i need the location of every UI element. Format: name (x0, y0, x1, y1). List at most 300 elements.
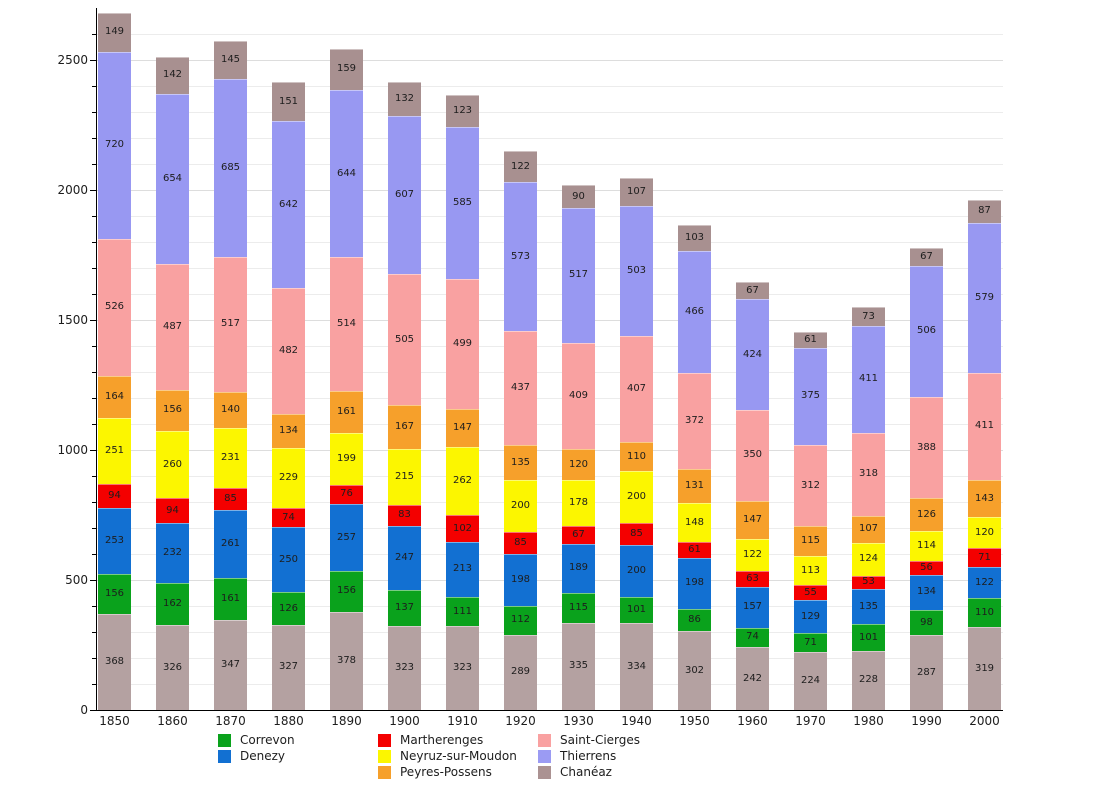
y-axis-tick-label: 2500 (57, 53, 88, 67)
segment-value-label: 67 (920, 250, 933, 262)
bar-segment-martherenges (910, 561, 943, 576)
segment-value-label: 260 (162, 458, 183, 470)
segment-value-label: 368 (104, 656, 125, 668)
segment-value-label: 375 (800, 390, 821, 402)
bar-1860 (156, 0, 189, 710)
segment-value-label: 388 (916, 441, 937, 453)
segment-value-label: 98 (920, 616, 933, 628)
segment-value-label: 350 (742, 449, 763, 461)
segment-value-label: 199 (336, 452, 357, 464)
segment-value-label: 409 (568, 389, 589, 401)
bar-segment-saint-cierges (562, 343, 595, 449)
bar-segment-correvon (214, 578, 247, 620)
bar-segment-correvon (620, 597, 653, 623)
segment-value-label: 115 (568, 601, 589, 613)
bar-segment-saint-cierges (504, 331, 537, 445)
segment-value-label: 323 (452, 662, 473, 674)
segment-value-label: 94 (108, 489, 121, 501)
segment-value-label: 122 (510, 160, 531, 172)
segment-value-label: 63 (746, 572, 759, 584)
bar-segment-chaneaz (156, 57, 189, 94)
y-axis-tick-label: 1500 (57, 313, 88, 327)
bar-segment-neyruz-sur-moudon (620, 471, 653, 523)
bar-segment-neyruz-sur-moudon (272, 448, 305, 508)
x-axis-label-1880: 1880 (273, 714, 304, 728)
bar-segment-correvon (910, 610, 943, 635)
bar-segment-martherenges (156, 498, 189, 522)
segment-value-label: 67 (746, 284, 759, 296)
segment-value-label: 120 (568, 458, 589, 470)
bar-segment-thierrens (852, 326, 885, 433)
bar-segment-thierrens (388, 116, 421, 274)
bar-segment-thierrens (98, 52, 131, 239)
bar-1960 (736, 0, 769, 710)
bar-segment-chaneaz (794, 332, 827, 348)
segment-value-label: 287 (916, 666, 937, 678)
legend-label-martherenges: Martherenges (400, 733, 484, 747)
bar-segment-chaneaz (504, 151, 537, 183)
legend-label-peyres-possens: Peyres-Possens (400, 765, 492, 779)
x-axis-label-1970: 1970 (795, 714, 826, 728)
bar-segment-saint-cierges (678, 373, 711, 470)
segment-value-label: 654 (162, 172, 183, 184)
segment-value-label: 101 (626, 604, 647, 616)
segment-value-label: 85 (630, 527, 643, 539)
bar-segment-peyres-possens (214, 392, 247, 428)
bar-segment-denezy (968, 567, 1001, 599)
bar-segment-neyruz-sur-moudon (330, 433, 363, 485)
y-axis-tick-label: 2000 (57, 183, 88, 197)
bar-segment-martherenges (678, 542, 711, 558)
bar-segment-neyruz-sur-moudon (214, 428, 247, 488)
x-axis-label-1980: 1980 (853, 714, 884, 728)
bar-segment-unlabeled (620, 623, 653, 710)
bar-segment-peyres-possens (446, 409, 479, 447)
segment-value-label: 86 (688, 614, 701, 626)
bar-segment-denezy (156, 523, 189, 583)
segment-value-label: 61 (804, 333, 817, 345)
legend-swatch-martherenges (378, 734, 391, 747)
bar-segment-neyruz-sur-moudon (678, 503, 711, 541)
legend-swatch-chaneaz (538, 766, 551, 779)
segment-value-label: 122 (742, 548, 763, 560)
bar-segment-unlabeled (678, 631, 711, 710)
segment-value-label: 251 (104, 444, 125, 456)
bar-segment-chaneaz (388, 82, 421, 116)
bar-1880 (272, 0, 305, 710)
legend-label-thierrens: Thierrens (560, 749, 617, 763)
x-axis-label-1960: 1960 (737, 714, 768, 728)
segment-value-label: 514 (336, 318, 357, 330)
segment-value-label: 126 (916, 508, 937, 520)
bar-segment-chaneaz (852, 307, 885, 326)
segment-value-label: 56 (920, 561, 933, 573)
segment-value-label: 335 (568, 660, 589, 672)
bar-segment-chaneaz (562, 185, 595, 208)
bar-segment-unlabeled (736, 647, 769, 710)
bar-segment-saint-cierges (330, 257, 363, 391)
bar-segment-peyres-possens (620, 442, 653, 471)
segment-value-label: 67 (572, 529, 585, 541)
segment-value-label: 482 (278, 344, 299, 356)
segment-value-label: 334 (626, 660, 647, 672)
bar-segment-correvon (330, 571, 363, 612)
bar-segment-chaneaz (620, 178, 653, 206)
segment-value-label: 107 (858, 523, 879, 535)
bar-segment-thierrens (910, 266, 943, 398)
bar-segment-martherenges (852, 576, 885, 590)
legend-swatch-denezy (218, 750, 231, 763)
bar-segment-unlabeled (98, 614, 131, 710)
segment-value-label: 178 (568, 497, 589, 509)
bar-1990 (910, 0, 943, 710)
segment-value-label: 134 (916, 586, 937, 598)
segment-value-label: 135 (510, 456, 531, 468)
bar-segment-martherenges (272, 508, 305, 527)
bar-segment-correvon (272, 592, 305, 625)
segment-value-label: 156 (336, 585, 357, 597)
bar-segment-saint-cierges (620, 336, 653, 442)
segment-value-label: 253 (104, 534, 125, 546)
x-axis-label-1990: 1990 (911, 714, 942, 728)
segment-value-label: 90 (572, 190, 585, 202)
segment-value-label: 302 (684, 664, 705, 676)
bar-segment-correvon (562, 593, 595, 623)
bar-segment-martherenges (794, 585, 827, 599)
segment-value-label: 143 (974, 492, 995, 504)
legend-label-denezy: Denezy (240, 749, 286, 763)
y-axis-line (96, 8, 97, 710)
segment-value-label: 487 (162, 320, 183, 332)
segment-value-label: 257 (336, 531, 357, 543)
segment-value-label: 231 (220, 451, 241, 463)
bar-1950 (678, 0, 711, 710)
bar-segment-peyres-possens (852, 516, 885, 544)
x-axis-label-1920: 1920 (505, 714, 536, 728)
bar-segment-saint-cierges (968, 373, 1001, 480)
bar-segment-chaneaz (678, 225, 711, 252)
x-axis-label-2000: 2000 (969, 714, 1000, 728)
bar-segment-neyruz-sur-moudon (98, 418, 131, 483)
segment-value-label: 579 (974, 291, 995, 303)
segment-value-label: 503 (626, 265, 647, 276)
bar-1940 (620, 0, 653, 710)
x-axis-label-1900: 1900 (389, 714, 420, 728)
segment-value-label: 372 (684, 414, 705, 426)
segment-value-label: 140 (220, 403, 241, 415)
segment-value-label: 499 (452, 338, 473, 350)
bar-segment-neyruz-sur-moudon (968, 517, 1001, 548)
bar-segment-martherenges (330, 485, 363, 505)
legend-label-neyruz-sur-moudon: Neyruz-sur-Moudon (400, 749, 517, 763)
bar-segment-peyres-possens (504, 445, 537, 480)
legend-swatch-saint-cierges (538, 734, 551, 747)
segment-value-label: 134 (278, 425, 299, 437)
bar-segment-saint-cierges (272, 288, 305, 413)
segment-value-label: 111 (452, 605, 473, 617)
bar-segment-peyres-possens (968, 480, 1001, 517)
bar-segment-martherenges (736, 571, 769, 587)
bar-1890 (330, 0, 363, 710)
segment-value-label: 71 (978, 551, 991, 563)
bar-segment-saint-cierges (446, 279, 479, 409)
bar-segment-denezy (98, 508, 131, 574)
segment-value-label: 312 (800, 479, 821, 491)
bar-segment-chaneaz (968, 200, 1001, 223)
segment-value-label: 103 (684, 231, 705, 243)
segment-value-label: 122 (974, 576, 995, 588)
y-axis-tick-label: 500 (65, 573, 88, 587)
bar-segment-denezy (388, 526, 421, 590)
segment-value-label: 94 (166, 504, 179, 516)
segment-value-label: 76 (340, 488, 353, 500)
segment-value-label: 232 (162, 546, 183, 558)
bar-segment-saint-cierges (156, 264, 189, 391)
bar-segment-neyruz-sur-moudon (504, 480, 537, 532)
segment-value-label: 607 (394, 189, 415, 201)
segment-value-label: 189 (568, 562, 589, 574)
bar-segment-denezy (794, 600, 827, 634)
bar-segment-saint-cierges (214, 257, 247, 391)
segment-value-label: 87 (978, 205, 991, 217)
bar-segment-denezy (214, 510, 247, 578)
bar-segment-correvon (388, 590, 421, 626)
bar-segment-peyres-possens (388, 405, 421, 448)
segment-value-label: 129 (800, 610, 821, 622)
bar-segment-thierrens (562, 208, 595, 342)
bar-segment-peyres-possens (562, 449, 595, 480)
bar-segment-unlabeled (794, 652, 827, 710)
bar-segment-thierrens (330, 90, 363, 257)
bar-segment-unlabeled (330, 612, 363, 710)
legend-swatch-thierrens (538, 750, 551, 763)
segment-value-label: 573 (510, 250, 531, 262)
bar-segment-saint-cierges (852, 433, 885, 516)
bar-segment-saint-cierges (388, 274, 421, 405)
bar-segment-peyres-possens (736, 501, 769, 539)
bar-segment-denezy (678, 558, 711, 609)
bar-segment-denezy (562, 544, 595, 593)
bar-segment-chaneaz (446, 95, 479, 127)
bar-2000 (968, 0, 1001, 710)
segment-value-label: 319 (974, 662, 995, 674)
segment-value-label: 347 (220, 658, 241, 670)
bar-segment-thierrens (794, 348, 827, 446)
bar-segment-saint-cierges (910, 397, 943, 498)
segment-value-label: 73 (862, 310, 875, 322)
bar-segment-neyruz-sur-moudon (388, 449, 421, 505)
bar-1900 (388, 0, 421, 710)
bar-segment-correvon (736, 628, 769, 647)
segment-value-label: 200 (626, 564, 647, 576)
legend-swatch-peyres-possens (378, 766, 391, 779)
legend-label-saint-cierges: Saint-Cierges (560, 733, 641, 747)
bar-segment-neyruz-sur-moudon (562, 480, 595, 526)
segment-value-label: 466 (684, 305, 705, 317)
bar-segment-martherenges (562, 526, 595, 543)
segment-value-label: 149 (104, 26, 125, 38)
bar-segment-peyres-possens (910, 498, 943, 531)
segment-value-label: 156 (162, 404, 183, 416)
segment-value-label: 505 (394, 333, 415, 345)
segment-value-label: 213 (452, 563, 473, 575)
bar-segment-denezy (446, 542, 479, 597)
segment-value-label: 318 (858, 468, 879, 480)
bar-segment-unlabeled (968, 627, 1001, 710)
segment-value-label: 323 (394, 662, 415, 674)
legend-label-chaneaz: Chanéaz (560, 765, 612, 779)
segment-value-label: 151 (278, 95, 299, 107)
y-axis-tick-label: 0 (80, 703, 88, 717)
segment-value-label: 164 (104, 390, 125, 402)
bar-segment-unlabeled (446, 626, 479, 710)
segment-value-label: 112 (510, 614, 531, 626)
bar-segment-martherenges (214, 488, 247, 510)
bar-1910 (446, 0, 479, 710)
bar-segment-neyruz-sur-moudon (910, 531, 943, 561)
segment-value-label: 585 (452, 197, 473, 209)
segment-value-label: 378 (336, 654, 357, 666)
bar-segment-peyres-possens (98, 376, 131, 419)
bar-segment-thierrens (156, 94, 189, 264)
bar-1970 (794, 0, 827, 710)
segment-value-label: 61 (688, 543, 701, 555)
x-axis-label-1850: 1850 (99, 714, 130, 728)
segment-value-label: 124 (858, 553, 879, 565)
bar-segment-saint-cierges (794, 445, 827, 526)
bar-segment-correvon (504, 606, 537, 635)
segment-value-label: 167 (394, 421, 415, 432)
segment-value-label: 261 (220, 537, 241, 549)
bar-1980 (852, 0, 885, 710)
bar-1930 (562, 0, 595, 710)
segment-value-label: 224 (800, 674, 821, 686)
bar-segment-correvon (446, 597, 479, 626)
segment-value-label: 145 (220, 54, 241, 66)
bar-segment-martherenges (620, 523, 653, 545)
bar-segment-unlabeled (504, 635, 537, 710)
segment-value-label: 200 (510, 500, 531, 512)
bar-segment-chaneaz (272, 82, 305, 121)
segment-value-label: 156 (104, 588, 125, 600)
bar-segment-neyruz-sur-moudon (736, 539, 769, 571)
bar-segment-neyruz-sur-moudon (446, 447, 479, 515)
bar-segment-correvon (852, 624, 885, 650)
bar-segment-saint-cierges (736, 410, 769, 501)
segment-value-label: 229 (278, 472, 299, 484)
segment-value-label: 242 (742, 672, 763, 684)
bar-segment-unlabeled (388, 626, 421, 710)
segment-value-label: 135 (858, 600, 879, 612)
bar-segment-peyres-possens (330, 391, 363, 433)
segment-value-label: 644 (336, 167, 357, 179)
bar-segment-martherenges (504, 532, 537, 554)
bar-segment-unlabeled (156, 625, 189, 710)
segment-value-label: 101 (858, 631, 879, 643)
bar-segment-thierrens (504, 182, 537, 331)
segment-value-label: 162 (162, 598, 183, 610)
x-axis-label-1860: 1860 (157, 714, 188, 728)
bar-segment-chaneaz (98, 13, 131, 52)
segment-value-label: 113 (800, 564, 821, 576)
segment-value-label: 215 (394, 470, 415, 482)
x-axis-label-1870: 1870 (215, 714, 246, 728)
segment-value-label: 685 (220, 162, 241, 174)
bar-segment-peyres-possens (794, 526, 827, 556)
bar-segment-correvon (98, 574, 131, 615)
segment-value-label: 120 (974, 526, 995, 538)
segment-value-label: 247 (394, 552, 415, 564)
bar-segment-unlabeled (214, 620, 247, 710)
segment-value-label: 437 (510, 382, 531, 394)
segment-value-label: 159 (336, 63, 357, 75)
segment-value-label: 147 (742, 513, 763, 525)
x-axis-label-1950: 1950 (679, 714, 710, 728)
bar-segment-thierrens (678, 251, 711, 372)
legend-label-correvon: Correvon (240, 733, 295, 747)
segment-value-label: 147 (452, 422, 473, 434)
segment-value-label: 200 (626, 490, 647, 502)
bar-segment-peyres-possens (678, 469, 711, 503)
segment-value-label: 517 (568, 269, 589, 281)
legend-swatch-neyruz-sur-moudon (378, 750, 391, 763)
segment-value-label: 55 (804, 586, 817, 598)
bar-segment-denezy (910, 575, 943, 610)
bar-segment-correvon (968, 598, 1001, 627)
bar-segment-thierrens (736, 299, 769, 409)
bar-segment-correvon (794, 633, 827, 651)
bar-segment-unlabeled (272, 625, 305, 710)
bar-segment-denezy (272, 527, 305, 592)
segment-value-label: 262 (452, 475, 473, 487)
bar-segment-martherenges (388, 505, 421, 527)
bar-segment-thierrens (272, 121, 305, 288)
segment-value-label: 123 (452, 105, 473, 117)
segment-value-label: 407 (626, 383, 647, 395)
x-axis-label-1930: 1930 (563, 714, 594, 728)
bar-segment-denezy (504, 554, 537, 605)
bar-segment-saint-cierges (98, 239, 131, 376)
segment-value-label: 110 (974, 606, 995, 618)
segment-value-label: 506 (916, 325, 937, 337)
bar-segment-martherenges (446, 515, 479, 542)
segment-value-label: 161 (220, 592, 241, 604)
bar-segment-denezy (852, 589, 885, 624)
bar-1920 (504, 0, 537, 710)
bar-segment-denezy (620, 545, 653, 597)
segment-value-label: 148 (684, 516, 705, 528)
segment-value-label: 157 (742, 601, 763, 613)
bar-segment-denezy (736, 587, 769, 628)
segment-value-label: 132 (394, 93, 415, 105)
bar-segment-thierrens (968, 223, 1001, 374)
bar-segment-martherenges (968, 548, 1001, 566)
bar-segment-unlabeled (852, 651, 885, 710)
bar-segment-peyres-possens (156, 390, 189, 431)
segment-value-label: 289 (510, 666, 531, 678)
segment-value-label: 411 (974, 420, 995, 432)
segment-value-label: 526 (104, 301, 125, 313)
x-axis-label-1940: 1940 (621, 714, 652, 728)
segment-value-label: 720 (104, 139, 125, 151)
segment-value-label: 642 (278, 198, 299, 210)
bar-segment-correvon (678, 609, 711, 631)
bar-segment-thierrens (620, 206, 653, 337)
segment-value-label: 83 (398, 509, 411, 521)
segment-value-label: 131 (684, 480, 705, 492)
bar-segment-neyruz-sur-moudon (852, 543, 885, 575)
segment-value-label: 228 (858, 674, 879, 686)
